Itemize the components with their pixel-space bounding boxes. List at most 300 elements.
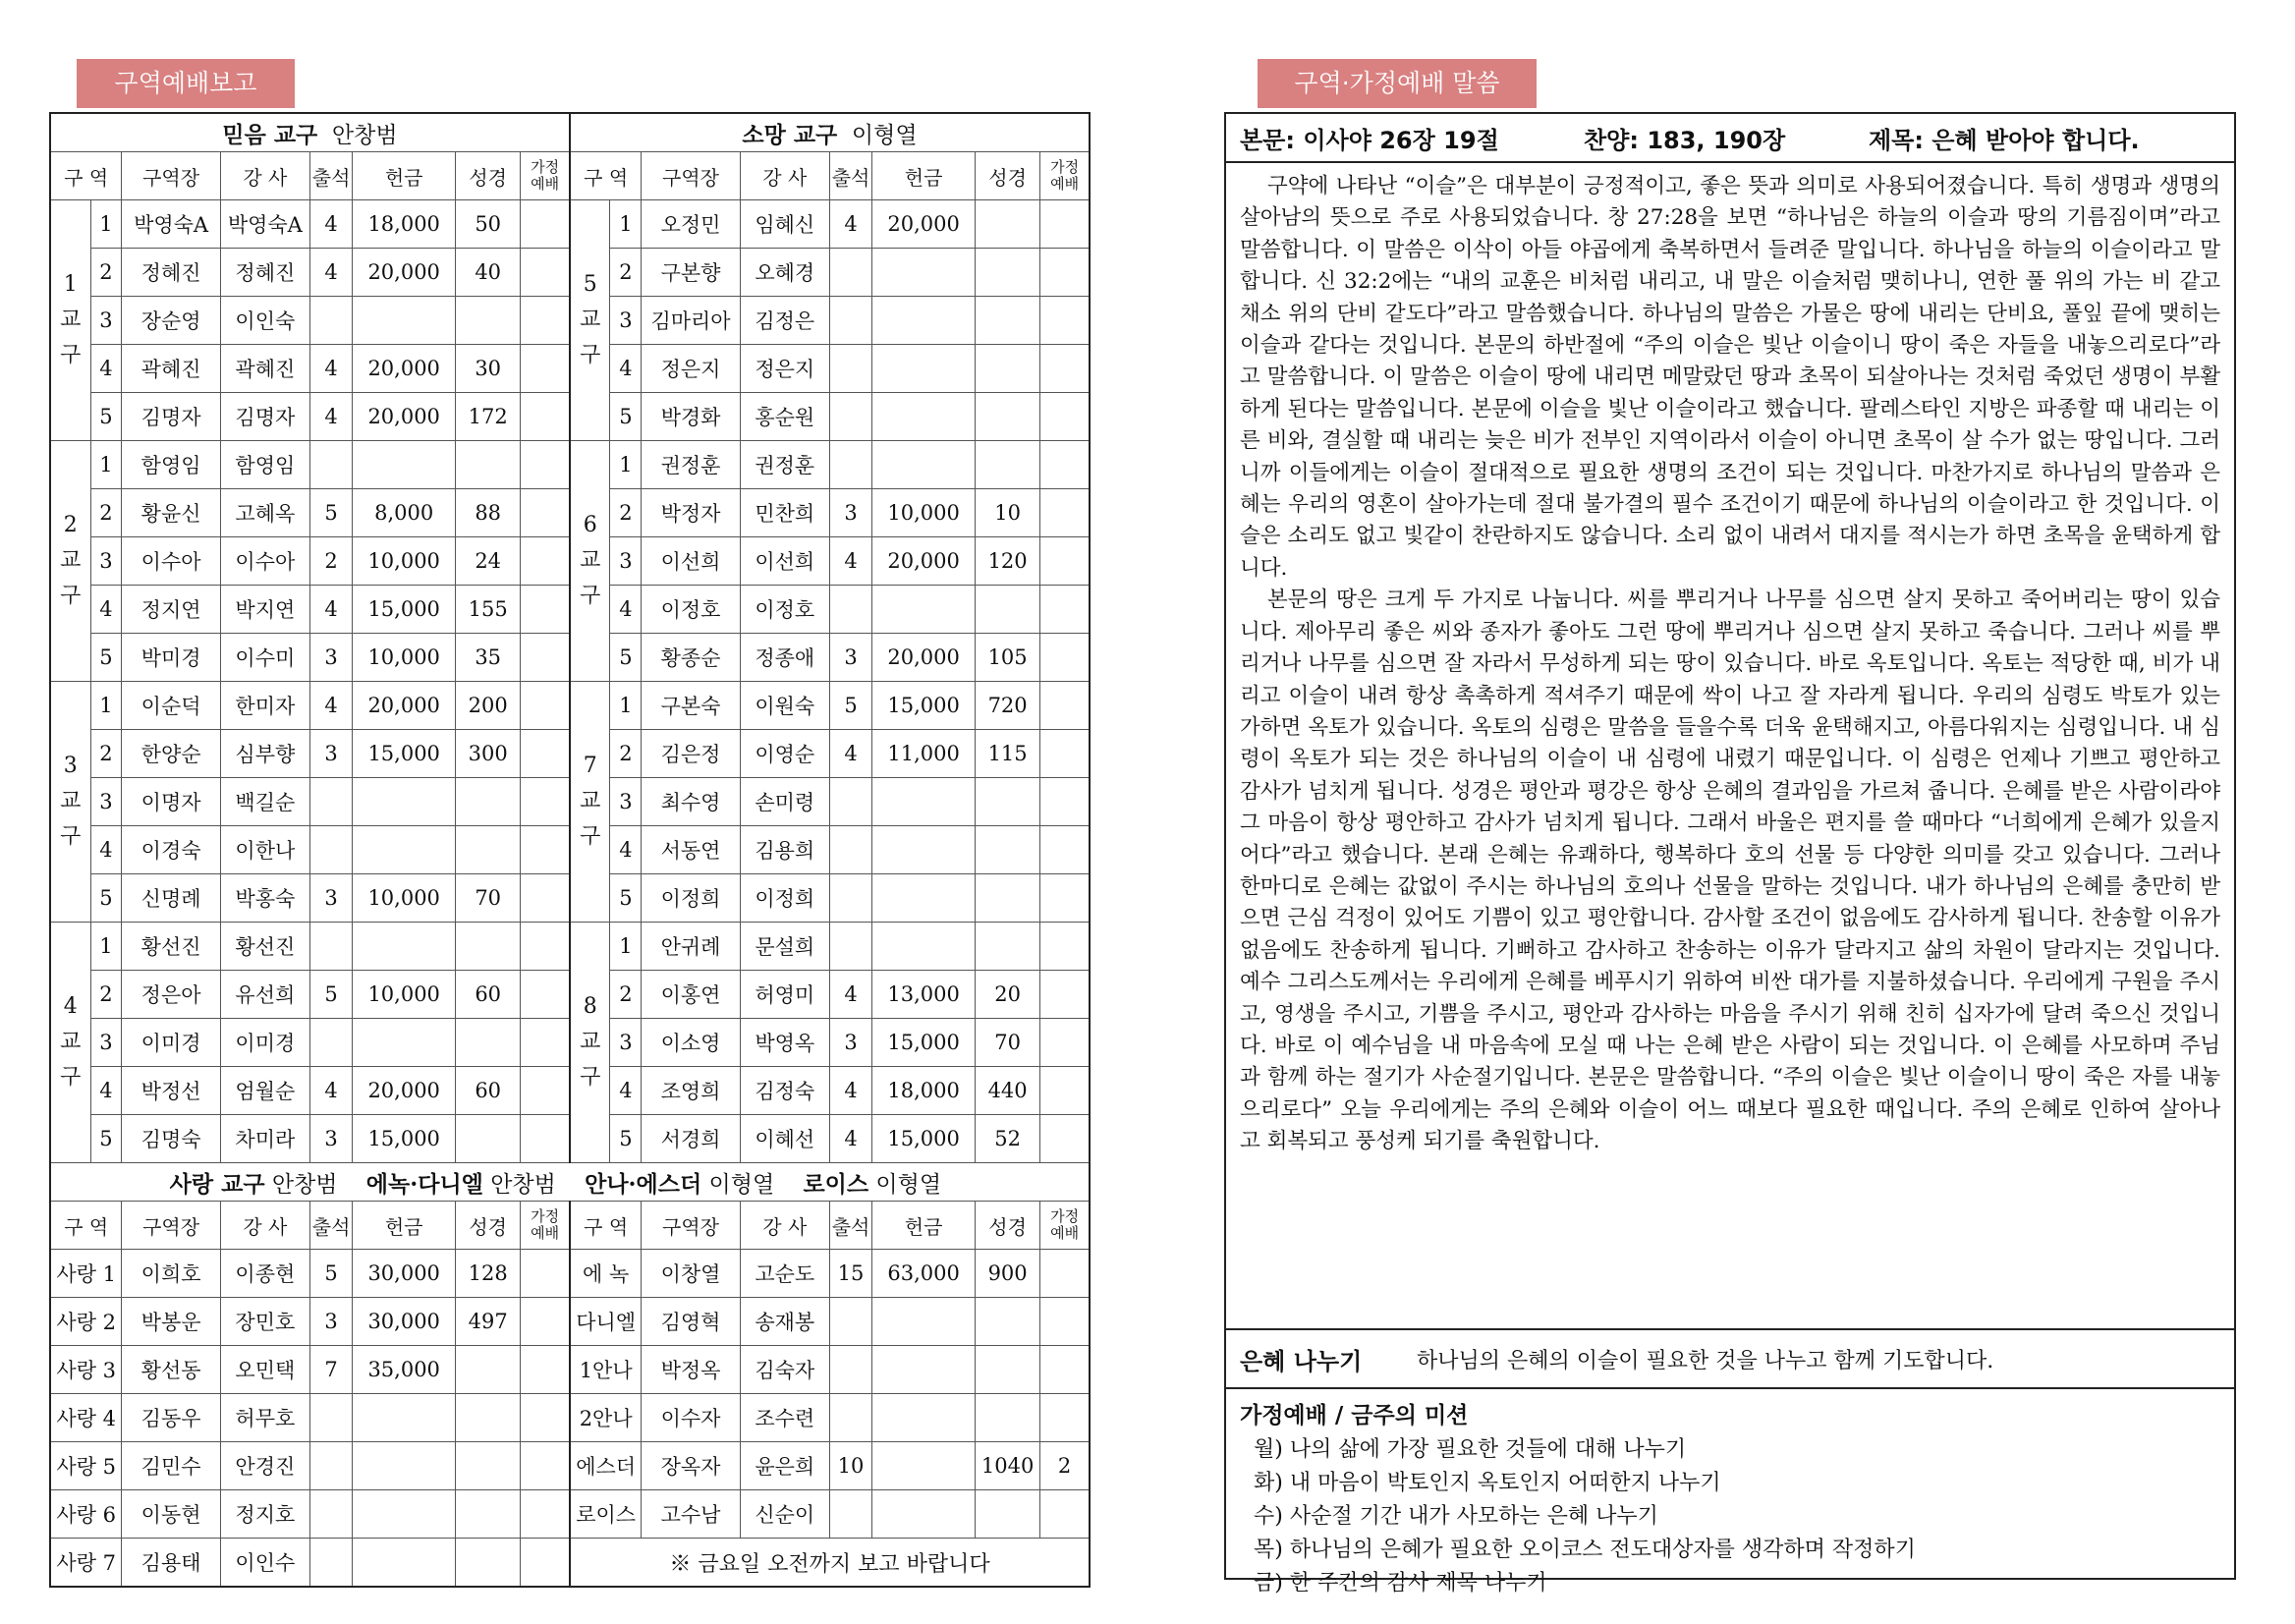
row-number: 3 (90, 778, 122, 826)
bible-reading: 50 (456, 200, 521, 249)
bible-reading (456, 1019, 521, 1067)
attendance (829, 826, 871, 874)
bible-reading: 105 (976, 634, 1040, 682)
offering (872, 586, 976, 634)
row-number: 2 (90, 489, 122, 537)
parish-name: 믿음 교구 (222, 121, 318, 148)
bible-reading: 497 (456, 1298, 521, 1346)
district-leader: 박봉운 (122, 1298, 220, 1346)
offering: 10,000 (353, 537, 456, 586)
row-number: 2 (90, 730, 122, 778)
bible-reading (456, 1442, 521, 1490)
sermon-body (1226, 163, 2234, 1328)
teacher: 신순이 (740, 1490, 829, 1539)
teacher: 장민호 (220, 1298, 309, 1346)
bible-reading: 40 (456, 249, 521, 297)
district-leader: 안귀례 (642, 923, 740, 971)
attendance: 3 (829, 489, 871, 537)
table-row (50, 1346, 1090, 1394)
district-leader: 김민수 (122, 1442, 220, 1490)
offering: 20,000 (872, 537, 976, 586)
bible-reading (456, 826, 521, 874)
column-header-offering: 헌금 (353, 1202, 456, 1250)
district-group-char: 구 (60, 824, 82, 849)
teacher: 정지호 (220, 1490, 309, 1539)
column-header-home-line: 가정 (1050, 1207, 1080, 1225)
bible-reading: 60 (456, 1067, 521, 1115)
district-leader: 박정옥 (642, 1346, 740, 1394)
district-leader: 김동우 (122, 1394, 220, 1442)
home-worship (521, 200, 570, 249)
district-leader: 김명숙 (122, 1115, 220, 1163)
teacher: 이인숙 (220, 297, 309, 345)
district-leader: 황선진 (122, 923, 220, 971)
offering (872, 1298, 976, 1346)
sermon-panel (1224, 112, 2236, 1596)
district-leader: 이정호 (642, 586, 740, 634)
report-deadline-note: ※ 금요일 오전까지 보고 바랍니다 (570, 1539, 1090, 1588)
home-worship (521, 826, 570, 874)
offering (353, 826, 456, 874)
teacher: 함영임 (220, 441, 309, 489)
bible-reading (976, 1298, 1040, 1346)
row-number: 3 (610, 537, 642, 586)
district-group-char: 구 (580, 1065, 601, 1090)
bible-reading: 900 (976, 1250, 1040, 1298)
offering: 11,000 (872, 730, 976, 778)
home-worship (1040, 1490, 1090, 1539)
column-header-attendance: 출석 (829, 1202, 871, 1250)
attendance (829, 1346, 871, 1394)
column-header-bible: 성경 (976, 1202, 1040, 1250)
bible-reading (456, 1394, 521, 1442)
teacher: 권정훈 (740, 441, 829, 489)
district: 2안나 (570, 1394, 642, 1442)
home-worship (521, 345, 570, 393)
bible-reading (976, 874, 1040, 923)
bible-reading: 128 (456, 1250, 521, 1298)
district-group-label-right (570, 923, 610, 1163)
bible-reading (976, 778, 1040, 826)
home-worship (1040, 1394, 1090, 1442)
district-leader: 박경화 (642, 393, 740, 441)
offering: 8,000 (353, 489, 456, 537)
teacher: 심부향 (220, 730, 309, 778)
district-leader: 이수아 (122, 537, 220, 586)
attendance (309, 441, 352, 489)
row-number: 4 (90, 345, 122, 393)
row-number: 2 (90, 249, 122, 297)
offering: 18,000 (353, 200, 456, 249)
column-header-teacher: 강 사 (740, 1202, 829, 1250)
teacher: 오민택 (220, 1346, 309, 1394)
home-worship (521, 874, 570, 923)
offering: 20,000 (353, 682, 456, 730)
teacher: 홍순원 (740, 393, 829, 441)
row-number: 2 (610, 249, 642, 297)
attendance (829, 1298, 871, 1346)
attendance: 4 (829, 1115, 871, 1163)
district-group-char: 2 (63, 513, 78, 537)
table-row (50, 1394, 1090, 1442)
home-worship (521, 1067, 570, 1115)
bible-reading (976, 1346, 1040, 1394)
district-leader: 김은정 (642, 730, 740, 778)
parish-leader: 안창범 (331, 122, 398, 148)
offering: 20,000 (353, 345, 456, 393)
district-group-char: 구 (580, 584, 601, 608)
offering (872, 923, 976, 971)
district-group-char: 구 (580, 824, 601, 849)
district: 에스더 (570, 1442, 642, 1490)
bible-reading: 115 (976, 730, 1040, 778)
offering: 20,000 (353, 393, 456, 441)
attendance: 5 (309, 489, 352, 537)
offering: 15,000 (872, 1115, 976, 1163)
offering: 18,000 (872, 1067, 976, 1115)
home-worship (1040, 1346, 1090, 1394)
district-leader: 정은지 (642, 345, 740, 393)
row-number: 3 (90, 1019, 122, 1067)
mission-item: 월) 나의 삶에 가장 필요한 것들에 대해 나누기 (1254, 1437, 1687, 1462)
offering: 10,000 (353, 634, 456, 682)
attendance (309, 297, 352, 345)
home-worship (1040, 586, 1090, 634)
table-row (50, 200, 1090, 249)
teacher: 고순도 (740, 1250, 829, 1298)
column-header-home-worship (521, 1202, 570, 1250)
parish-leader: 안창범 (271, 1171, 338, 1198)
bible-reading: 35 (456, 634, 521, 682)
attendance: 3 (309, 1115, 352, 1163)
home-worship (521, 297, 570, 345)
teacher: 안경진 (220, 1442, 309, 1490)
district-leader: 조영희 (642, 1067, 740, 1115)
attendance (829, 586, 871, 634)
parish-leader: 안창범 (490, 1171, 556, 1198)
teacher: 김용희 (740, 826, 829, 874)
offering (872, 297, 976, 345)
home-worship (1040, 1250, 1090, 1298)
attendance: 2 (309, 537, 352, 586)
attendance: 4 (309, 586, 352, 634)
section-tag-district-report: 구역예배보고 (77, 59, 295, 108)
home-worship (521, 1250, 570, 1298)
district-report-table (49, 112, 1091, 1588)
offering: 10,000 (353, 874, 456, 923)
district-group-char: 구 (60, 343, 82, 367)
home-worship (521, 586, 570, 634)
offering: 10,000 (872, 489, 976, 537)
home-worship (521, 634, 570, 682)
row-number: 5 (610, 1115, 642, 1163)
teacher: 황선진 (220, 923, 309, 971)
bible-reading: 300 (456, 730, 521, 778)
district-leader: 이희호 (122, 1250, 220, 1298)
column-header-offering: 헌금 (353, 152, 456, 200)
district-leader: 장옥자 (642, 1442, 740, 1490)
teacher: 이선희 (740, 537, 829, 586)
column-header-bible: 성경 (976, 152, 1040, 200)
home-worship (521, 682, 570, 730)
attendance (829, 441, 871, 489)
district-leader: 박정선 (122, 1067, 220, 1115)
bible-reading: 88 (456, 489, 521, 537)
parish-name: 소망 교구 (742, 121, 838, 148)
attendance: 4 (829, 200, 871, 249)
home-worship (1040, 200, 1090, 249)
home-worship (521, 1490, 570, 1539)
attendance (829, 923, 871, 971)
attendance: 4 (829, 971, 871, 1019)
row-number: 4 (610, 1067, 642, 1115)
district-leader: 이순덕 (122, 682, 220, 730)
home-worship (1040, 874, 1090, 923)
district-leader: 정혜진 (122, 249, 220, 297)
offering: 15,000 (353, 586, 456, 634)
column-header-home-line: 가정 (531, 158, 560, 176)
row-number: 2 (90, 971, 122, 1019)
bible-reading (976, 297, 1040, 345)
teacher: 정혜진 (220, 249, 309, 297)
teacher: 김명자 (220, 393, 309, 441)
bible-reading: 10 (976, 489, 1040, 537)
offering (872, 1346, 976, 1394)
teacher: 정은지 (740, 345, 829, 393)
row-number: 3 (610, 778, 642, 826)
column-header-leader: 구역장 (642, 1202, 740, 1250)
row-number: 1 (90, 200, 122, 249)
district-group-char: 교 (580, 548, 601, 573)
offering: 30,000 (353, 1298, 456, 1346)
teacher: 허무호 (220, 1394, 309, 1442)
teacher: 이정호 (740, 586, 829, 634)
attendance: 4 (309, 249, 352, 297)
bible-reading (456, 1539, 521, 1588)
district: 다니엘 (570, 1298, 642, 1346)
attendance: 4 (309, 200, 352, 249)
section-tag-sermon: 구역·가정예배 말씀 (1258, 59, 1537, 108)
bible-reading (976, 441, 1040, 489)
attendance (309, 778, 352, 826)
attendance (829, 297, 871, 345)
attendance: 15 (829, 1250, 871, 1298)
attendance (309, 1490, 352, 1539)
parish-name: 로이스 (803, 1170, 869, 1198)
offering: 15,000 (872, 682, 976, 730)
district-leader: 장순영 (122, 297, 220, 345)
home-worship (1040, 730, 1090, 778)
bible-reading (976, 1394, 1040, 1442)
bible-reading: 440 (976, 1067, 1040, 1115)
bible-reading (456, 778, 521, 826)
mission-item: 수) 사순절 기간 내가 사모하는 은혜 나누기 (1254, 1504, 1658, 1529)
column-header-attendance: 출석 (829, 152, 871, 200)
district: 사랑 5 (50, 1442, 122, 1490)
bible-reading: 30 (456, 345, 521, 393)
district-group-label-left (50, 923, 90, 1163)
attendance: 4 (829, 1067, 871, 1115)
attendance (829, 1490, 871, 1539)
row-number: 5 (90, 634, 122, 682)
attendance (829, 393, 871, 441)
home-worship (521, 249, 570, 297)
row-number: 5 (90, 393, 122, 441)
teacher: 고혜옥 (220, 489, 309, 537)
offering (872, 1394, 976, 1442)
attendance (829, 778, 871, 826)
offering (353, 923, 456, 971)
table-row (50, 923, 1090, 971)
row-number: 4 (610, 586, 642, 634)
row-number: 1 (90, 923, 122, 971)
attendance: 5 (309, 1250, 352, 1298)
bible-reading (976, 249, 1040, 297)
district-group-char: 교 (60, 789, 82, 813)
bible-reading (456, 923, 521, 971)
grace-sharing-text: 하나님의 은혜의 이슬이 필요한 것을 나누고 함께 기도합니다. (1417, 1348, 1994, 1373)
home-worship (521, 441, 570, 489)
district-leader: 권정훈 (642, 441, 740, 489)
home-worship (1040, 923, 1090, 971)
column-header-attendance: 출석 (309, 152, 352, 200)
column-header-home-line: 예배 (531, 1224, 560, 1242)
table-row (50, 1539, 1090, 1588)
column-header-offering: 헌금 (872, 1202, 976, 1250)
home-worship (1040, 249, 1090, 297)
sermon-paragraph: 본문의 땅은 크게 두 가지로 나눕니다. 씨를 뿌리거나 나무를 심으면 살지 못하고 죽어버리는 땅이 있습니다. 제아무리 좋은 씨와 종자가 좋아도 그런 땅에 뿌리거나 심으면 살지 못하고 죽습니다. 그러나 씨를 뿌리거나 나무를 심으면 잘 자라서 무성하게 되는 땅이 있습니다. 바로 옥토입니다. 옥토는 적당한 때, 비가 내리고 이슬이 내려 항상 촉촉하게 적셔주기 때문에 싹이 나고 잘 자라게 됩니다. 우리의 심령도 박토가 있는가하면 옥토가 있습니다. 옥토의 심령은 말씀을 들을수록 더욱 윤택해지고, 아름다워지는 심령입니다. 내 심령이 옥토가 되는 것은 하나님의 이슬이 내 심령에 내렸기 때문입니다. 이 심령은 언제나 기쁘고 평안하고 감사가 넘치게 됩니다. 성경은 평안과 평강은 항상 은혜의 결과임을 가르쳐 줍니다. 은혜를 받은 사람이라야 그 마음이 항상 평안하고 감사가 넘치게 됩니다. 그래서 바울은 편지를 쓸 때마다 “너희에게 은혜가 있을지어다”라고 했습니다. 본래 은혜는 유쾌하다, 행복하다 호의 선물 등 다양한 의미를 갖고 있습니다. 그러나 한마디로 은혜는 값없이 주시는 하나님의 호의나 선물을 말하는 것입니다. 내가 하나님의 은혜를 충만히 받으면 근심 걱정이 있어도 기쁨이 있고 평안합니다. 감사할 조건이 없음에도 감사하게 됩니다. 찬송할 이유가 없음에도 찬송하게 됩니다. 기뻐하고 감사하고 찬송하는 이유가 달라지고 삶의 차원이 달라지는 것입니다. 예수 그리스도께서는 우리에게 은혜를 베푸시기 위하여 비싼 대가를 지불하셨습니다. 우리에게 구원을 주시고, 영생을 주시고, 기쁨을 주시고, 평안과 감사하는 마음을 주시기 위해 친히 십자가에 달려 죽으신 것입니다. 바로 이 예수님을 내 마음속에 모실 때 나는 은혜 받은 사람이 되는 것입니다. 이 은혜를 사모하며 주님과 함께 하는 절기가 사순절기입니다. 본문은 말씀합니다. “주의 이슬은 빛난 이슬이니 땅이 죽은 자를 내놓으리로다” 오늘 우리에게는 주의 은혜와 이슬이 어느 때보다 필요한 때입니다. 주의 은혜로 인하여 살아나고 회복되고 풍성케 되기를 축원합니다. (1240, 588, 2220, 1154)
offering (353, 1539, 456, 1588)
home-worship (1040, 826, 1090, 874)
teacher: 이수미 (220, 634, 309, 682)
sermon-hymn: 찬양: 183, 190장 (1584, 126, 1786, 154)
district-group-char: 교 (580, 308, 601, 332)
column-header-district: 구 역 (570, 152, 642, 200)
teacher: 문설희 (740, 923, 829, 971)
home-worship (1040, 345, 1090, 393)
teacher: 이수아 (220, 537, 309, 586)
grace-sharing-title: 은혜 나누기 (1240, 1347, 1363, 1375)
district-leader: 곽혜진 (122, 345, 220, 393)
home-worship (1040, 393, 1090, 441)
teacher: 허영미 (740, 971, 829, 1019)
home-worship (521, 1019, 570, 1067)
row-number: 5 (90, 1115, 122, 1163)
parish-leader: 이형열 (708, 1171, 775, 1198)
district-leader: 황윤신 (122, 489, 220, 537)
offering (872, 874, 976, 923)
district-leader: 신명례 (122, 874, 220, 923)
attendance: 4 (309, 345, 352, 393)
offering (872, 1490, 976, 1539)
district-group-char: 5 (583, 272, 597, 297)
table-row (50, 1298, 1090, 1346)
teacher: 이원숙 (740, 682, 829, 730)
attendance (829, 874, 871, 923)
home-worship (1040, 1067, 1090, 1115)
offering (872, 778, 976, 826)
teacher: 이한나 (220, 826, 309, 874)
sermon-paragraph: 구약에 나타난 “이슬”은 대부분이 긍정적이고, 좋은 뜻과 의미로 사용되어졌습니다. 특히 생명과 생명의 살아남의 뜻으로 주로 사용되었습니다. 창 27:28을 보면 “하나님은 하늘의 이슬과 땅의 기름짐이며”라고 말씀합니다. 이 말씀은 이삭이 아들 야곱에게 축복하면서 들려준 말입니다. 하나님을 하늘의 이슬이라고 말합니다. 신 32:2에는 “내의 교훈은 비처럼 내리고, 내 말은 이슬처럼 맺히나니, 연한 풀 위의 가는 비 같고 채소 위의 단비 같도다”라고 말씀했습니다. 하나님의 말씀은 가물은 땅에 내리는 단비요, 풀잎 끝에 맺히는 이슬과 같다는 것입니다. 본문의 하반절에 “주의 이슬은 빛난 이슬이니 땅이 죽은 자들을 내놓으리로다”라고 말씀합니다. 이 말씀은 이슬이 땅에 내리면 메말랐던 땅과 초목이 되살아나는 것처럼 죽었던 생명이 부활하게 된다는 말씀입니다. 본문에 이슬을 빛난 이슬이라고 했습니다. 팔레스타인 지방은 파종할 때 내리는 이른 비와, 결실할 때 내리는 늦은 비가 전부인 지역이라서 이슬이 아니면 초목이 살 수가 없는 땅입니다. 그러니까 이들에게는 이슬이 절대적으로 필요한 생명의 조건이 되는 것입니다. 마찬가지로 하나님의 말씀과 은혜는 우리의 영혼이 살아가는데 절대 불가결의 필수 조건이기 때문에 하나님의 이슬이라고 한 것입니다. 이슬은 소리도 없고 빛같이 찬란하지도 않습니다. 소리 없이 내려서 대지를 적시는가 하면 초목을 윤택하게 합니다. (1240, 174, 2220, 581)
teacher: 민찬희 (740, 489, 829, 537)
district: 사랑 2 (50, 1298, 122, 1346)
bible-reading: 155 (456, 586, 521, 634)
attendance (309, 1442, 352, 1490)
district-leader: 구본숙 (642, 682, 740, 730)
table-row (50, 441, 1090, 489)
teacher: 박홍숙 (220, 874, 309, 923)
column-header-home-worship (521, 152, 570, 200)
teacher: 유선희 (220, 971, 309, 1019)
district-leader: 김영혁 (642, 1298, 740, 1346)
district-group-char: 교 (60, 548, 82, 573)
column-header-home-line: 예배 (531, 175, 560, 193)
bible-reading (976, 586, 1040, 634)
parish-title-row (50, 113, 1090, 152)
column-header-row (50, 152, 1090, 200)
bible-reading (976, 393, 1040, 441)
attendance: 10 (829, 1442, 871, 1490)
attendance: 3 (829, 1019, 871, 1067)
bible-reading: 70 (456, 874, 521, 923)
attendance: 4 (309, 682, 352, 730)
attendance (309, 826, 352, 874)
teacher: 김숙자 (740, 1346, 829, 1394)
bible-reading: 720 (976, 682, 1040, 730)
district-leader: 서동연 (642, 826, 740, 874)
district-group-char: 구 (60, 1065, 82, 1090)
district-group-char: 7 (583, 754, 597, 778)
district-leader: 고수남 (642, 1490, 740, 1539)
column-header-home-line: 가정 (1050, 158, 1080, 176)
teacher: 이영순 (740, 730, 829, 778)
bible-reading (976, 826, 1040, 874)
offering: 20,000 (353, 1067, 456, 1115)
district-leader: 오정민 (642, 200, 740, 249)
mission-item: 목) 하나님의 은혜가 필요한 오이코스 전도대상자를 생각하며 작정하기 (1254, 1538, 1916, 1562)
district-group-label-left (50, 441, 90, 682)
district-group-label-right (570, 200, 610, 441)
district: 1안나 (570, 1346, 642, 1394)
sermon-header (1226, 114, 2234, 163)
column-header-teacher: 강 사 (220, 1202, 309, 1250)
attendance: 3 (309, 1298, 352, 1346)
column-header-home-line: 예배 (1050, 1224, 1080, 1242)
row-number: 4 (90, 1067, 122, 1115)
parish-title-faith (50, 113, 570, 152)
row-number: 3 (610, 1019, 642, 1067)
row-number: 3 (90, 537, 122, 586)
district-group-char: 1 (63, 272, 78, 297)
district-leader: 이창열 (642, 1250, 740, 1298)
column-header-leader: 구역장 (122, 152, 220, 200)
district-group-char: 교 (580, 1030, 601, 1054)
district-leader: 최수영 (642, 778, 740, 826)
row-number: 2 (610, 971, 642, 1019)
bible-reading (976, 923, 1040, 971)
row-number: 4 (610, 826, 642, 874)
bible-reading (976, 200, 1040, 249)
row-number: 4 (90, 586, 122, 634)
district-leader: 이미경 (122, 1019, 220, 1067)
attendance: 4 (829, 730, 871, 778)
bible-reading: 24 (456, 537, 521, 586)
home-worship (1040, 297, 1090, 345)
column-header-row (50, 1202, 1090, 1250)
row-number: 5 (610, 634, 642, 682)
column-header-attendance: 출석 (309, 1202, 352, 1250)
offering (872, 345, 976, 393)
